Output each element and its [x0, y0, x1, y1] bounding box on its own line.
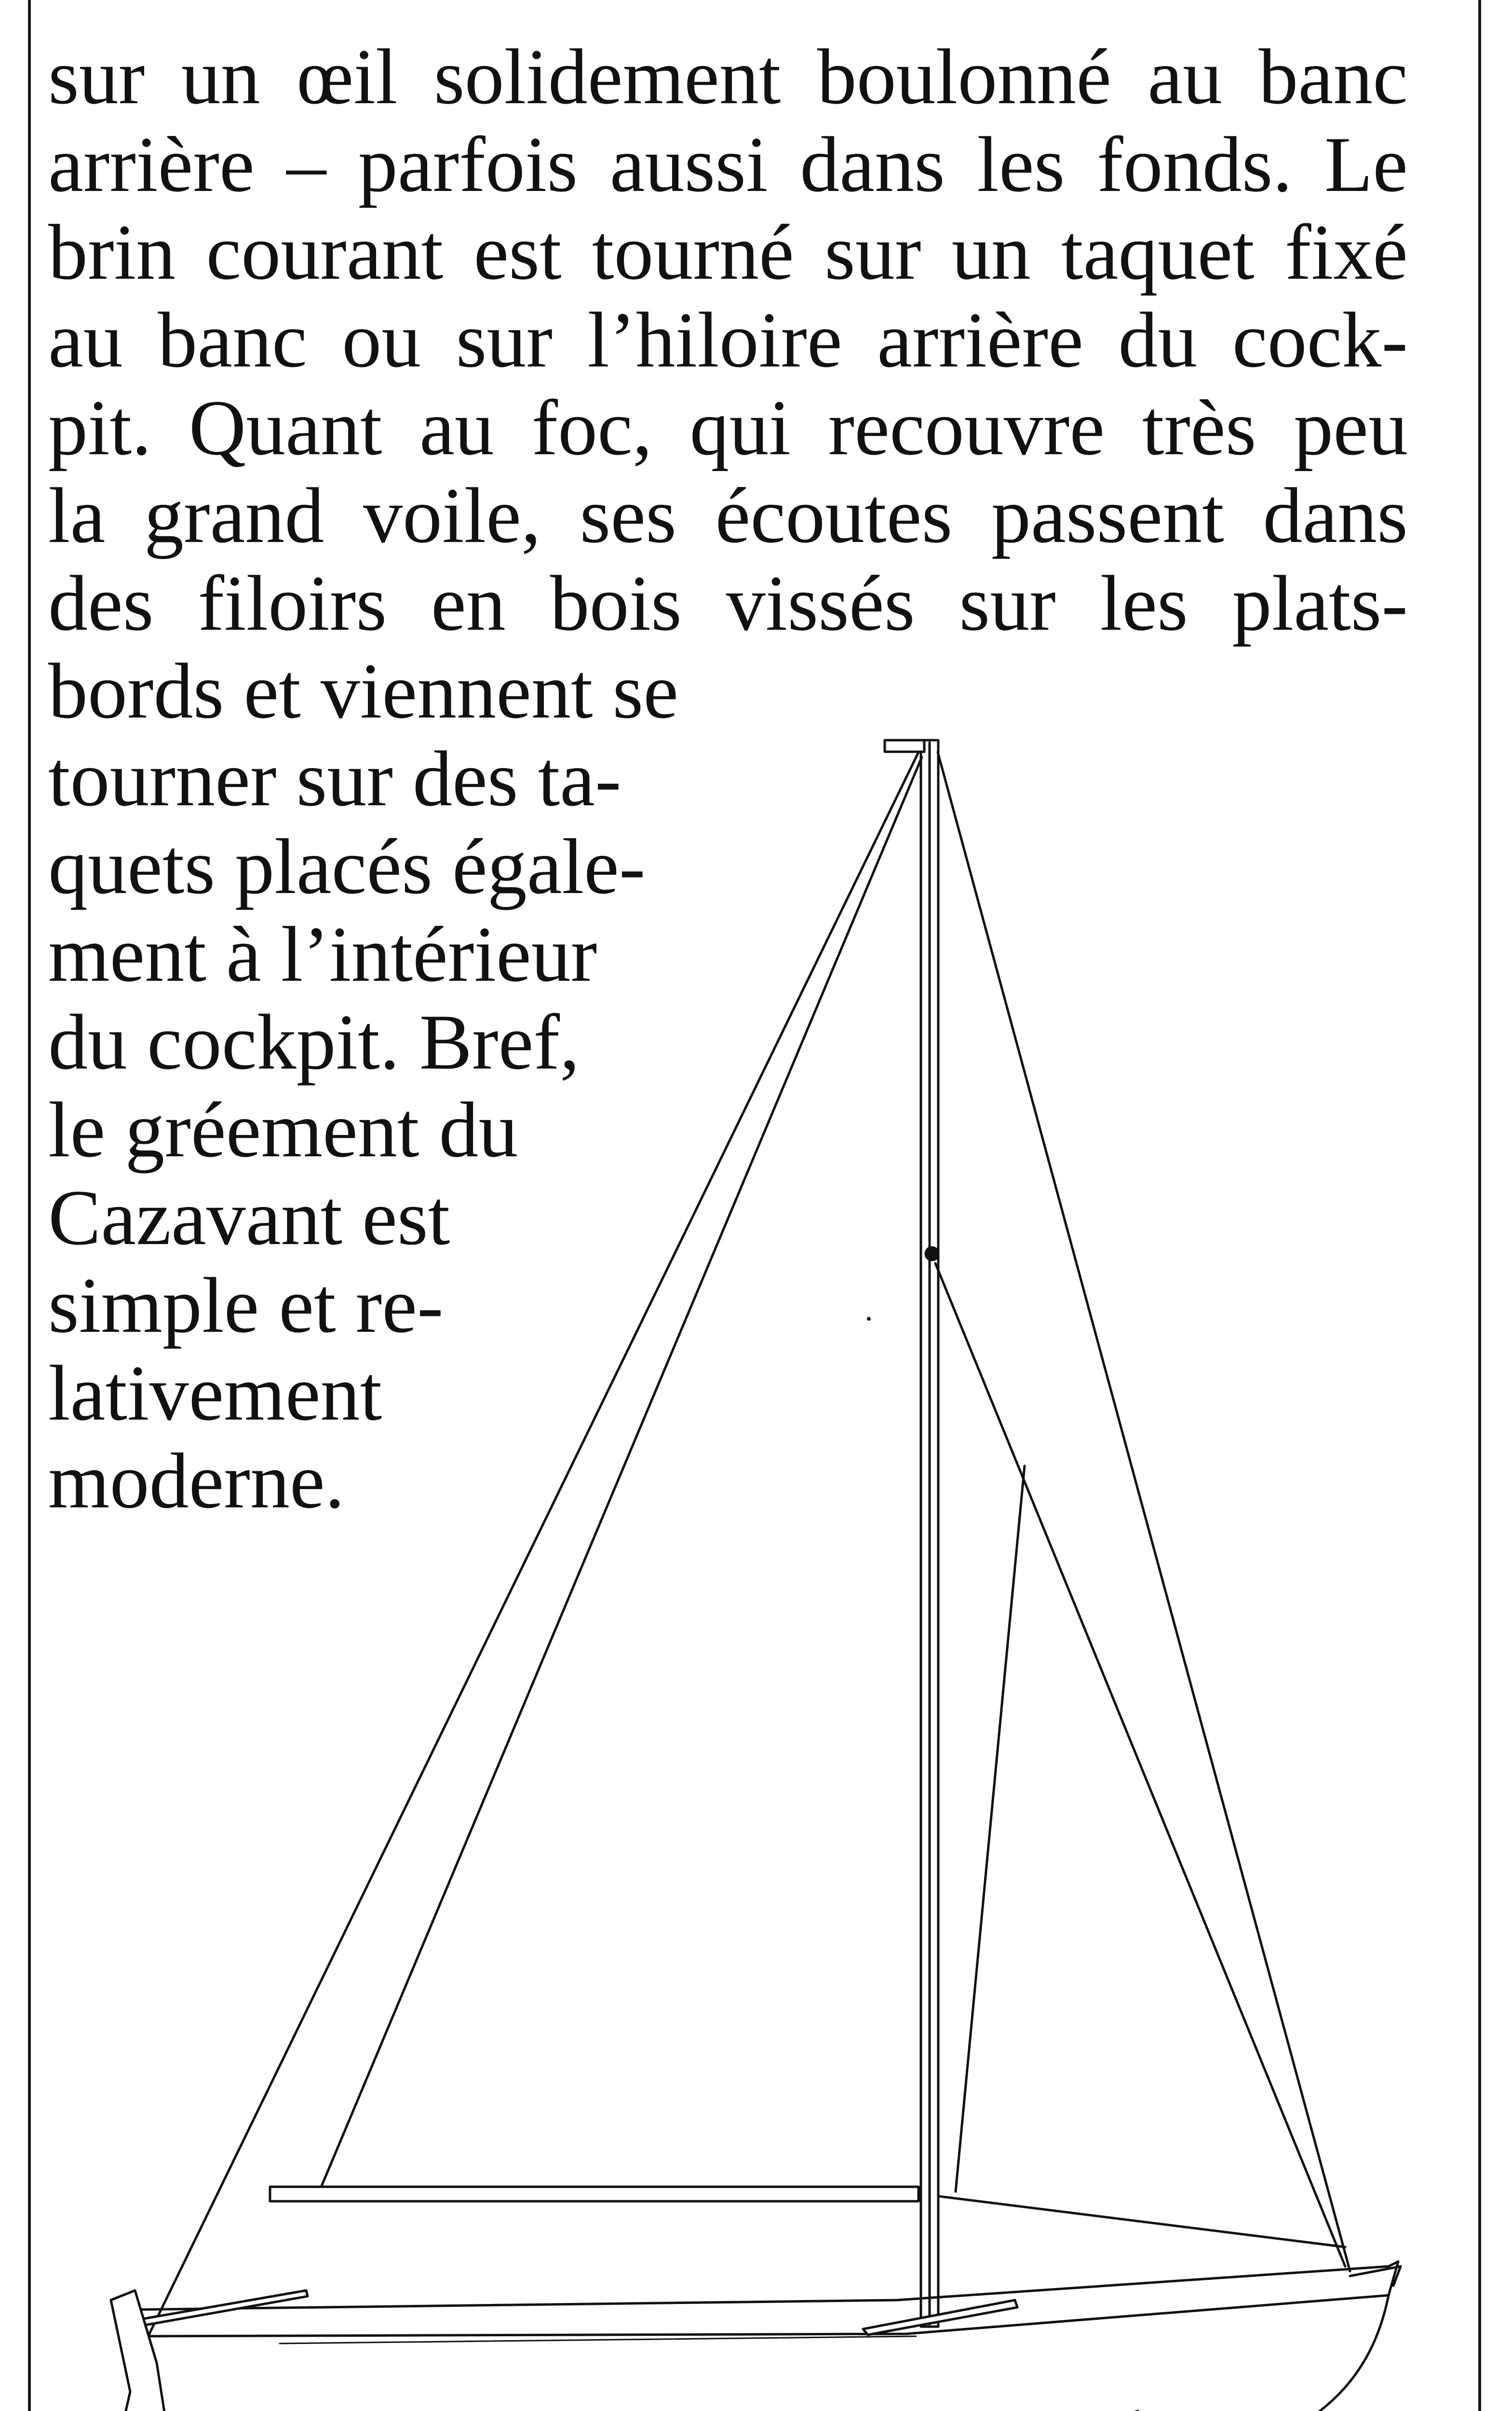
- text-line: brin courant est tourné sur un taquet fixé: [48, 209, 1408, 296]
- text-line: pit. Quant au foc, qui recouvre très peu: [48, 384, 1408, 472]
- jib-and-forestay: [935, 752, 1350, 2271]
- text-line: sur un œil solidement boulonné au banc: [48, 33, 1408, 121]
- text-line: du cockpit. Bref,: [48, 999, 580, 1086]
- text-line: simple et re-: [48, 1262, 444, 1349]
- mast: [885, 740, 938, 2327]
- boom: [270, 2187, 918, 2201]
- text-line: la grand voile, ses écoutes passent dans: [48, 472, 1408, 559]
- text-line: lativement: [48, 1350, 382, 1437]
- text-line: ment à l’intérieur: [48, 911, 597, 998]
- hull: [125, 2262, 1398, 2411]
- text-line: des filoirs en bois vissés sur les plats-: [48, 560, 1408, 647]
- mainsail-dot: [867, 1317, 871, 1321]
- text-line: arrière – parfois aussi dans les fonds. Le: [48, 121, 1408, 208]
- text-line: moderne.: [48, 1437, 345, 1525]
- text-line: tourner sur des ta-: [48, 735, 621, 823]
- text-line: quets placés égale-: [48, 823, 646, 910]
- mainsail: [145, 752, 922, 2343]
- text-line: Cazavant est: [48, 1174, 450, 1261]
- text-line: au banc ou sur l’hiloire arrière du cock-: [48, 297, 1408, 384]
- text-line: bords et viennent se: [48, 648, 679, 735]
- text-line: le gréement du: [48, 1086, 518, 1174]
